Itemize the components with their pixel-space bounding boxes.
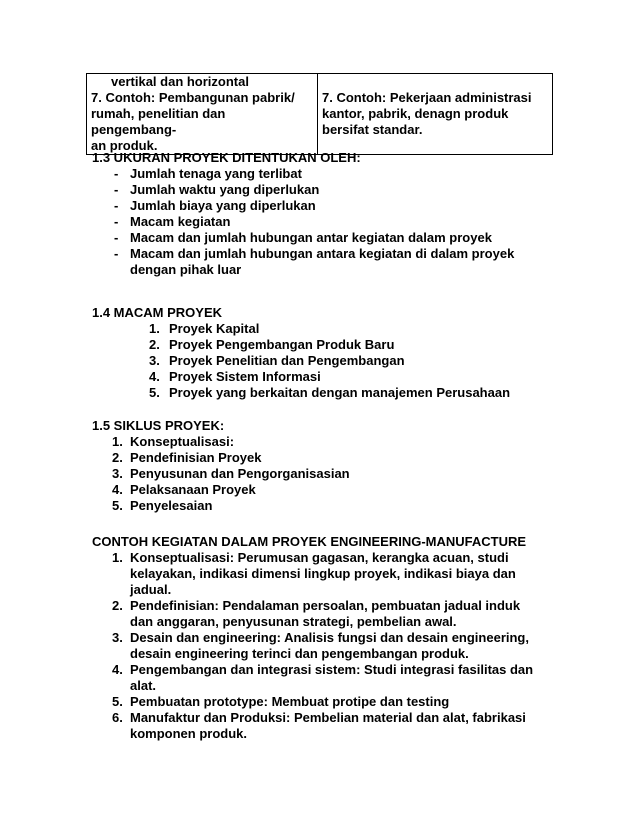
table-text: bersifat standar. [322,122,423,137]
section-contoh-kegiatan [92,534,542,742]
table-cell-right [318,74,553,155]
table-text: 7. Contoh: Pembangunan pabrik/ [91,90,295,105]
list-item: 3. Desain dan engineering: Analisis fungsi dan desain engineering, desain engineering terinci dan pengembangan produk. [112,630,529,661]
list-item: 5. Pembuatan prototype: Membuat protipe dan testing [112,694,450,709]
list-item: - Macam kegiatan [114,214,231,229]
list-item: 5. Proyek yang berkaitan dengan manajemen Perusahaan [149,385,511,400]
list-item: 1. Proyek Kapital [149,321,260,336]
list-item: 1. Konseptualisasi: [112,434,235,449]
list-item: 4. Proyek Sistem Informasi [149,369,321,384]
list-item: 4. Pelaksanaan Proyek [112,482,256,497]
list-item: 5. Penyelesaian [112,498,213,513]
section-heading: 1.5 SIKLUS PROYEK: [92,418,225,433]
list-item: 3. Proyek Penelitian dan Pengembangan [149,353,405,368]
list-item: 4. Pengembangan dan integrasi sistem: Studi integrasi fasilitas dan alat. [112,662,534,693]
table-cell-left [87,74,318,155]
table-text: an produk. [91,138,158,153]
table-text: vertikal dan horizontal [111,74,249,89]
list-item: 2. Pendefinisian Proyek [112,450,262,465]
table-text: rumah, penelitian dan pengembang- [91,106,226,137]
comparison-table [86,73,553,155]
list-item: - Macam dan jumlah hubungan antara kegiatan di dalam proyek dengan pihak luar [114,246,515,277]
list-item: 1. Konseptualisasi: Perumusan gagasan, kerangka acuan, studi kelayakan, indikasi dimensi lingkup proyek, indikasi biaya dan jadual. [112,550,516,597]
list-item: 2. Proyek Pengembangan Produk Baru [149,337,395,352]
list-item: 3. Penyusunan dan Pengorganisasian [112,466,350,481]
list-item: - Macam dan jumlah hubungan antar kegiatan dalam proyek [114,230,492,245]
section-1-3 [92,150,562,278]
section-1-5 [92,418,562,514]
section-1-4 [92,305,562,401]
section-heading: CONTOH KEGIATAN DALAM PROYEK ENGINEERING-MANUFACTURE [92,534,527,549]
table-row [87,74,553,155]
section-heading: 1.3 UKURAN PROYEK DITENTUKAN OLEH: [92,150,361,165]
list-item: 2. Pendefinisian: Pendalaman persoalan, pembuatan jadual induk dan anggaran, penyusunan strategi, pembelian awal. [112,598,521,629]
section-heading: 1.4 MACAM PROYEK [92,305,223,320]
list-item: - Jumlah biaya yang diperlukan [114,198,316,213]
table-spacer [322,74,548,90]
list-item: - Jumlah waktu yang diperlukan [114,182,320,197]
table-text: 7. Contoh: Pekerjaan administrasi [322,90,532,105]
table-text: kantor, pabrik, denagn produk [322,106,509,121]
list-item: 6. Manufaktur dan Produksi: Pembelian material dan alat, fabrikasi komponen produk. [112,710,526,741]
list-item: - Jumlah tenaga yang terlibat [114,166,302,181]
